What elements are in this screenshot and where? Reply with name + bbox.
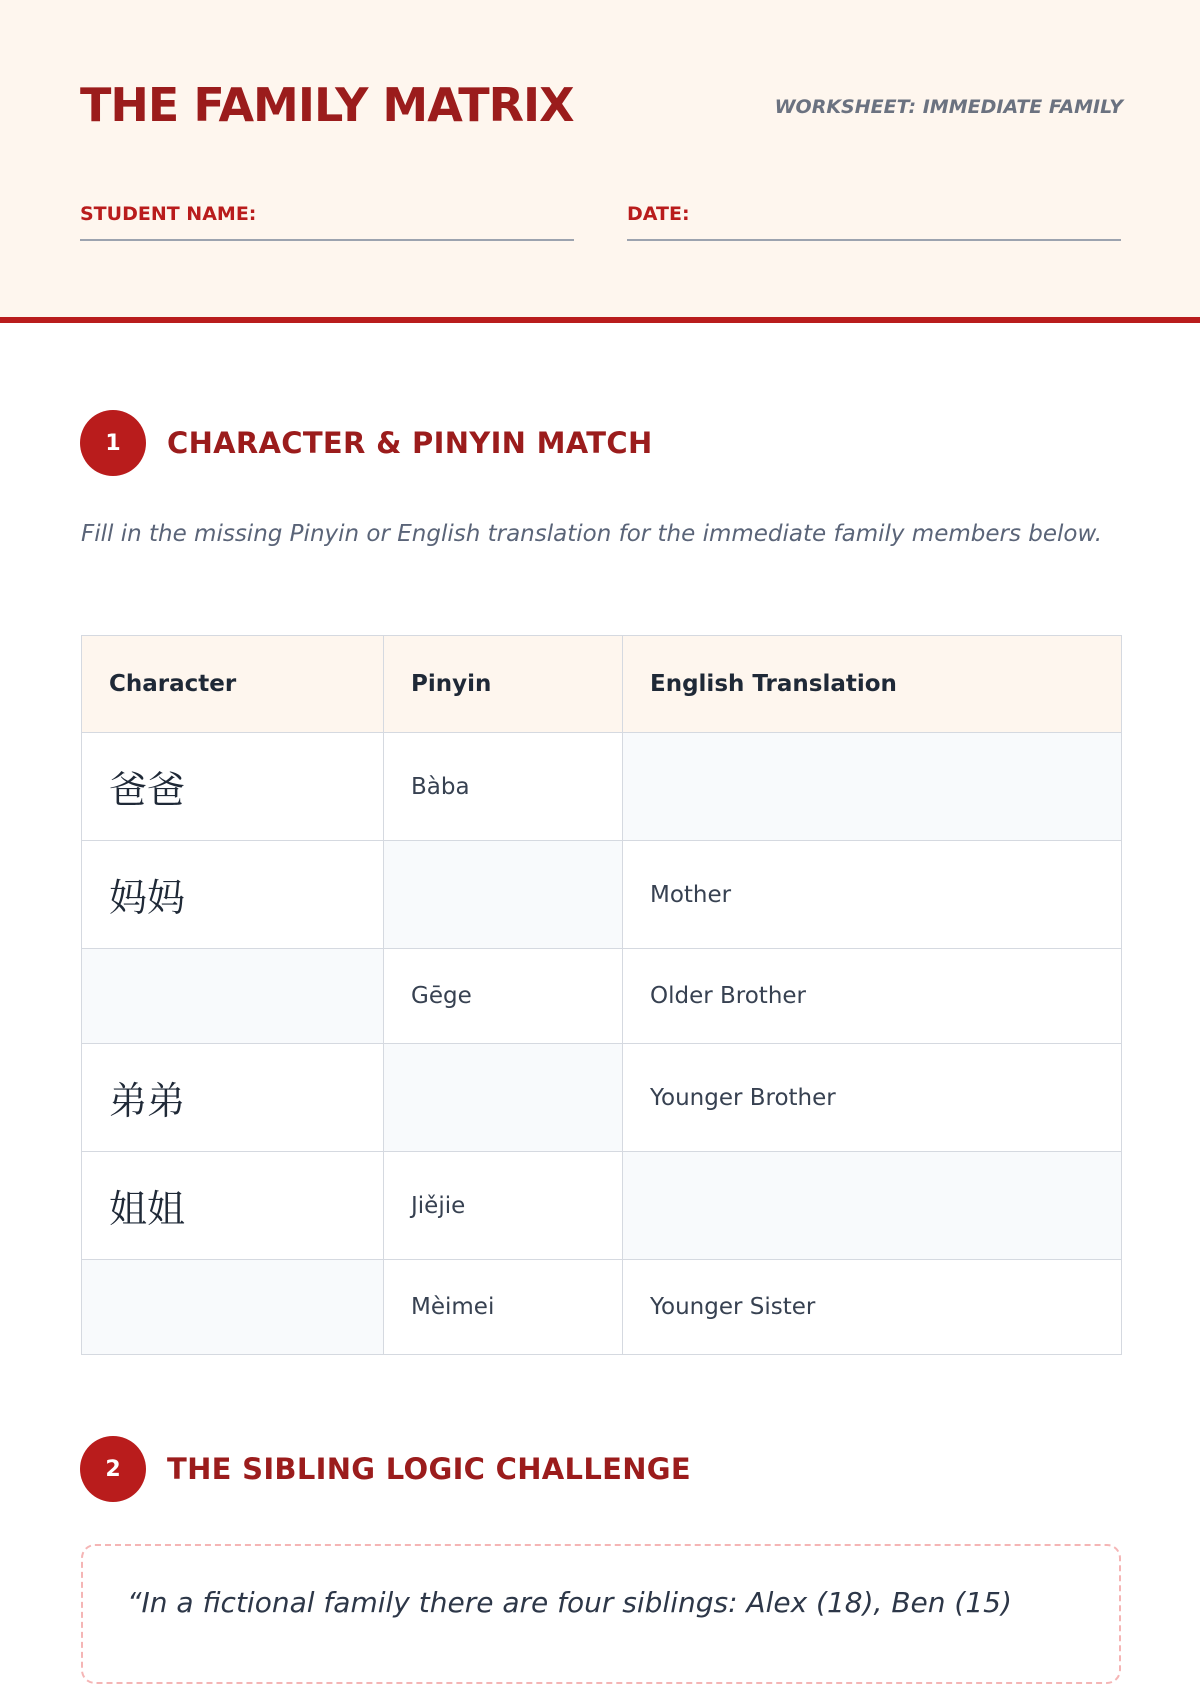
section-1-title: CHARACTER & PINYIN MATCH <box>167 426 653 460</box>
table-row <box>82 949 1122 1044</box>
character-answer-blank[interactable] <box>82 949 384 1044</box>
table-row <box>82 733 1122 841</box>
pinyin-cell: Bàba <box>384 733 623 841</box>
character-cell: 妈妈 <box>82 841 384 949</box>
logic-scenario-text: “In a fictional family there are four siblings: Alex (18), Ben (15) <box>127 1586 1012 1619</box>
table-row <box>82 1152 1122 1260</box>
table-row <box>82 1044 1122 1152</box>
section-2-heading <box>80 1436 691 1502</box>
english-cell: Older Brother <box>623 949 1122 1044</box>
section-1-number-badge: 1 <box>80 410 146 476</box>
worksheet-subtitle: WORKSHEET: IMMEDIATE FAMILY <box>774 96 1123 118</box>
table-header-row <box>82 636 1122 733</box>
family-match-table <box>81 635 1122 1355</box>
table-row <box>82 841 1122 949</box>
student-name-label: STUDENT NAME: <box>80 203 257 225</box>
section-2-title: THE SIBLING LOGIC CHALLENGE <box>167 1452 691 1486</box>
pinyin-cell: Mèimei <box>384 1260 623 1355</box>
table-row <box>82 1260 1122 1355</box>
character-cell: 爸爸 <box>82 733 384 841</box>
column-header-character: Character <box>82 636 384 733</box>
pinyin-cell: Jiějie <box>384 1152 623 1260</box>
character-cell: 姐姐 <box>82 1152 384 1260</box>
date-label: DATE: <box>627 203 690 225</box>
character-cell: 弟弟 <box>82 1044 384 1152</box>
worksheet-title: THE FAMILY MATRIX <box>80 78 574 132</box>
english-answer-blank[interactable] <box>623 733 1122 841</box>
pinyin-cell: Gēge <box>384 949 623 1044</box>
section-1-heading <box>80 410 653 476</box>
english-cell: Mother <box>623 841 1122 949</box>
student-name-field[interactable] <box>80 200 574 241</box>
english-cell: Younger Brother <box>623 1044 1122 1152</box>
section-1-instructions: Fill in the missing Pinyin or English translation for the immediate family members below. <box>81 521 1103 547</box>
column-header-pinyin: Pinyin <box>384 636 623 733</box>
logic-challenge-box <box>81 1544 1121 1684</box>
section-2-number-badge: 2 <box>80 1436 146 1502</box>
english-answer-blank[interactable] <box>623 1152 1122 1260</box>
pinyin-answer-blank[interactable] <box>384 1044 623 1152</box>
date-field[interactable] <box>627 200 1121 241</box>
pinyin-answer-blank[interactable] <box>384 841 623 949</box>
column-header-english: English Translation <box>623 636 1122 733</box>
character-answer-blank[interactable] <box>82 1260 384 1355</box>
worksheet-header <box>0 0 1200 323</box>
english-cell: Younger Sister <box>623 1260 1122 1355</box>
